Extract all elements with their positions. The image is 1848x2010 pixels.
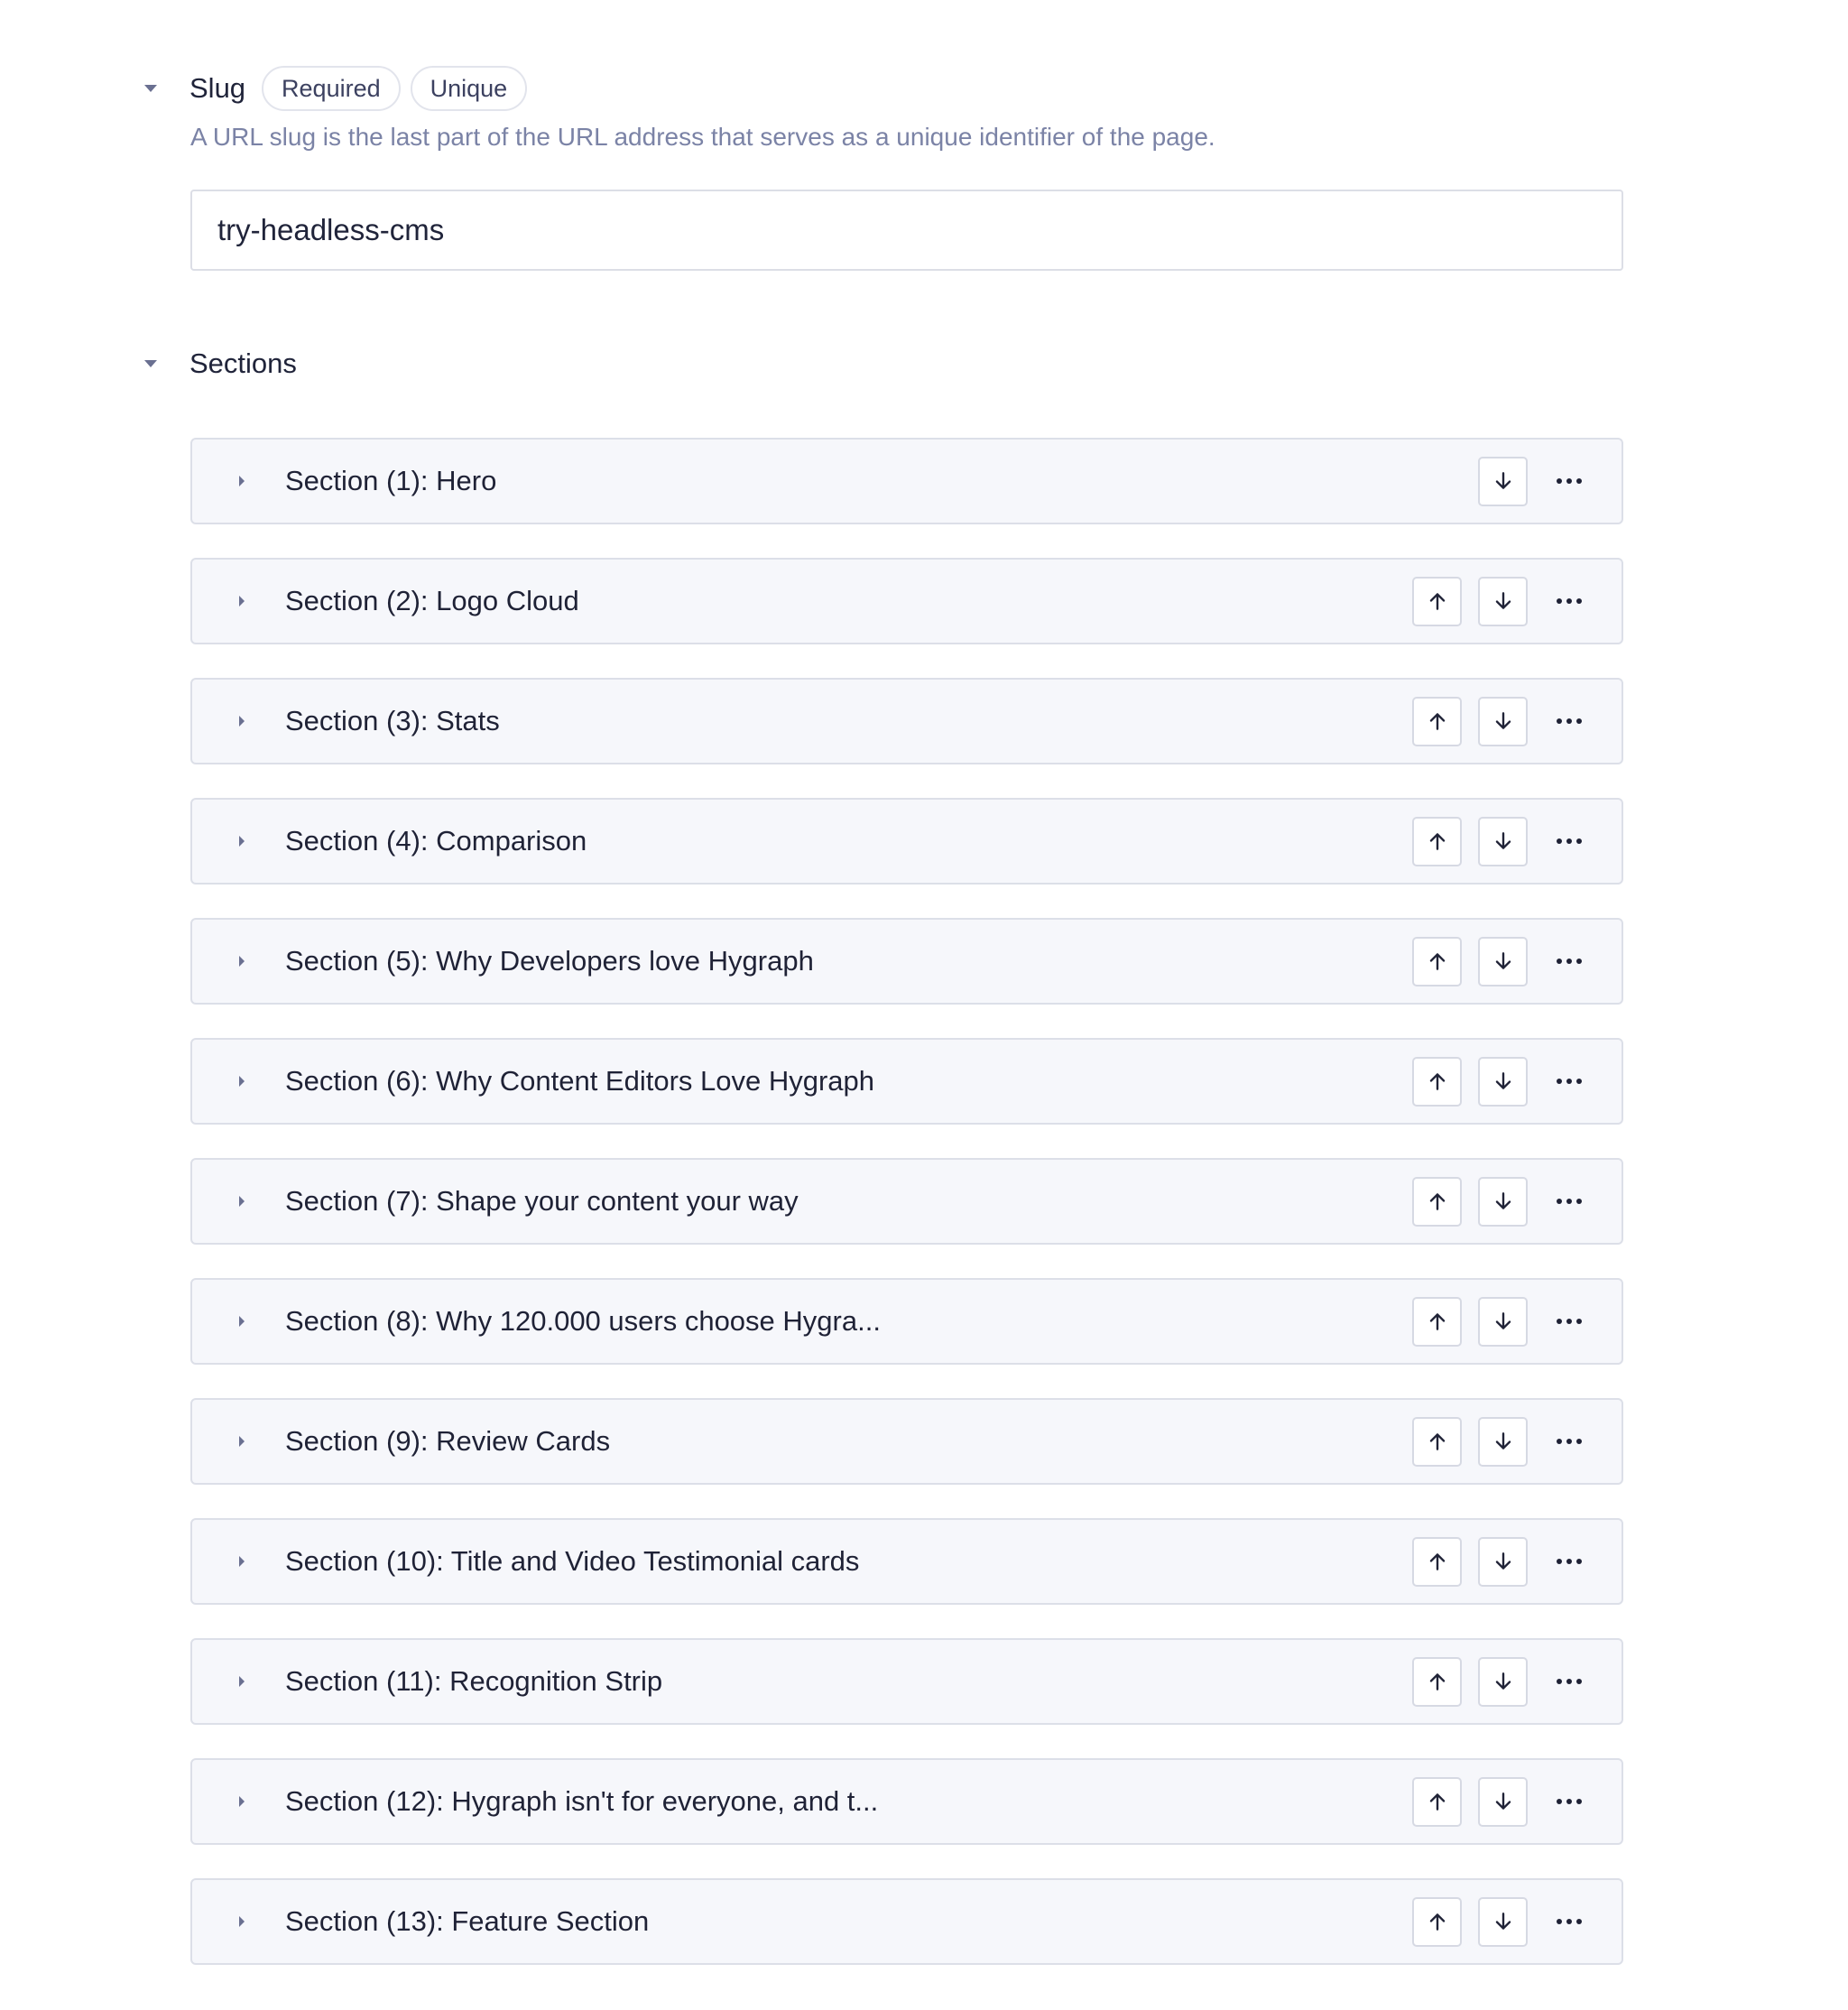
move-up-button[interactable] (1412, 697, 1462, 746)
chevron-right-icon[interactable] (239, 1556, 245, 1567)
section-row[interactable] (190, 1758, 1623, 1845)
sections-field-header (144, 347, 297, 380)
more-horizontal-icon (1556, 1198, 1583, 1205)
more-horizontal-icon (1556, 1678, 1583, 1685)
unique-badge: Unique (411, 66, 528, 111)
more-options-button[interactable] (1544, 1177, 1594, 1227)
arrow-down-icon (1492, 1190, 1515, 1213)
section-row[interactable] (190, 438, 1623, 524)
move-up-button[interactable] (1412, 1057, 1462, 1107)
more-options-button[interactable] (1544, 697, 1594, 746)
slug-field-label: Slug (189, 72, 246, 104)
required-badge: Required (262, 66, 401, 111)
chevron-right-icon[interactable] (239, 1076, 245, 1087)
chevron-right-icon[interactable] (239, 1436, 245, 1447)
section-row-label: Section (12): Hygraph isn't for everyone, and t... (285, 1785, 879, 1817)
section-row-label: Section (5): Why Developers love Hygraph (285, 945, 814, 977)
more-horizontal-icon (1556, 1558, 1583, 1565)
arrow-up-icon (1426, 949, 1449, 973)
chevron-right-icon[interactable] (239, 1676, 245, 1687)
arrow-down-icon (1492, 709, 1515, 733)
arrow-up-icon (1426, 1790, 1449, 1813)
sections-field-label: Sections (189, 347, 297, 379)
arrow-up-icon (1426, 1550, 1449, 1573)
section-row[interactable] (190, 1878, 1623, 1965)
more-options-button[interactable] (1544, 1657, 1594, 1707)
arrow-down-icon (1492, 1910, 1515, 1933)
move-up-button[interactable] (1412, 1297, 1462, 1347)
arrow-up-icon (1426, 1670, 1449, 1693)
section-row-label: Section (7): Shape your content your way (285, 1185, 799, 1217)
move-down-button[interactable] (1478, 1177, 1528, 1227)
more-horizontal-icon (1556, 1078, 1583, 1085)
chevron-right-icon[interactable] (239, 1196, 245, 1207)
more-options-button[interactable] (1544, 937, 1594, 986)
more-horizontal-icon (1556, 1438, 1583, 1445)
section-row-actions (1396, 697, 1594, 746)
more-options-button[interactable] (1544, 1537, 1594, 1587)
chevron-right-icon[interactable] (239, 596, 245, 607)
section-row-label: Section (8): Why 120.000 users choose Hygra... (285, 1305, 881, 1337)
move-down-button[interactable] (1478, 1417, 1528, 1467)
more-options-button[interactable] (1544, 457, 1594, 506)
move-up-button[interactable] (1412, 1777, 1462, 1827)
section-row-label: Section (3): Stats (285, 705, 500, 736)
chevron-right-icon[interactable] (239, 836, 245, 847)
more-horizontal-icon (1556, 718, 1583, 725)
move-up-button[interactable] (1412, 1657, 1462, 1707)
chevron-right-icon[interactable] (239, 476, 245, 486)
move-down-button[interactable] (1478, 1657, 1528, 1707)
slug-field-description: A URL slug is the last part of the URL address that serves as a unique identifier of the page. (190, 123, 1215, 151)
more-options-button[interactable] (1544, 1417, 1594, 1467)
more-options-button[interactable] (1544, 1777, 1594, 1827)
more-horizontal-icon (1556, 1918, 1583, 1925)
move-down-button[interactable] (1478, 457, 1528, 506)
more-options-button[interactable] (1544, 577, 1594, 626)
section-row-actions (1462, 457, 1594, 506)
move-up-button[interactable] (1412, 577, 1462, 626)
section-row-label: Section (10): Title and Video Testimonial cards (285, 1545, 860, 1577)
move-down-button[interactable] (1478, 937, 1528, 986)
more-horizontal-icon (1556, 838, 1583, 845)
arrow-down-icon (1492, 1670, 1515, 1693)
move-down-button[interactable] (1478, 1537, 1528, 1587)
slug-collapse-chevron-down-icon[interactable] (144, 85, 157, 92)
section-row-label: Section (1): Hero (285, 465, 497, 496)
arrow-up-icon (1426, 1310, 1449, 1333)
section-row-label: Section (4): Comparison (285, 825, 587, 857)
arrow-down-icon (1492, 829, 1515, 853)
section-row-actions (1396, 1057, 1594, 1107)
more-options-button[interactable] (1544, 1897, 1594, 1947)
section-row-actions (1396, 1417, 1594, 1467)
move-up-button[interactable] (1412, 1417, 1462, 1467)
section-row-actions (1396, 1777, 1594, 1827)
move-down-button[interactable] (1478, 577, 1528, 626)
section-row[interactable] (190, 1398, 1623, 1485)
move-up-button[interactable] (1412, 1177, 1462, 1227)
section-row[interactable] (190, 1638, 1623, 1725)
more-options-button[interactable] (1544, 817, 1594, 866)
more-options-button[interactable] (1544, 1297, 1594, 1347)
more-horizontal-icon (1556, 597, 1583, 605)
section-row[interactable] (190, 1518, 1623, 1605)
arrow-down-icon (1492, 589, 1515, 613)
section-row[interactable] (190, 1278, 1623, 1365)
move-up-button[interactable] (1412, 1897, 1462, 1947)
move-down-button[interactable] (1478, 817, 1528, 866)
section-row[interactable] (190, 558, 1623, 644)
arrow-up-icon (1426, 589, 1449, 613)
slug-field-header (144, 66, 527, 111)
arrow-up-icon (1426, 1430, 1449, 1453)
section-row-actions (1396, 817, 1594, 866)
chevron-right-icon[interactable] (239, 1916, 245, 1927)
move-down-button[interactable] (1478, 1297, 1528, 1347)
move-down-button[interactable] (1478, 697, 1528, 746)
section-row-label: Section (9): Review Cards (285, 1425, 611, 1457)
move-down-button[interactable] (1478, 1777, 1528, 1827)
move-up-button[interactable] (1412, 817, 1462, 866)
section-row-label: Section (13): Feature Section (285, 1905, 650, 1937)
move-down-button[interactable] (1478, 1057, 1528, 1107)
section-row-label: Section (11): Recognition Strip (285, 1665, 663, 1697)
more-horizontal-icon (1556, 958, 1583, 965)
move-up-button[interactable] (1412, 1537, 1462, 1587)
move-down-button[interactable] (1478, 1897, 1528, 1947)
chevron-right-icon[interactable] (239, 956, 245, 967)
chevron-right-icon[interactable] (239, 1796, 245, 1807)
section-row-label: Section (2): Logo Cloud (285, 585, 579, 616)
arrow-down-icon (1492, 949, 1515, 973)
section-row-actions (1396, 937, 1594, 986)
arrow-up-icon (1426, 1910, 1449, 1933)
section-row-label: Section (6): Why Content Editors Love Hygraph (285, 1065, 875, 1097)
arrow-up-icon (1426, 1070, 1449, 1093)
move-up-button[interactable] (1412, 937, 1462, 986)
chevron-right-icon[interactable] (239, 1316, 245, 1327)
section-row[interactable] (190, 678, 1623, 764)
section-row-actions (1396, 1537, 1594, 1587)
arrow-up-icon (1426, 829, 1449, 853)
section-row[interactable] (190, 798, 1623, 885)
arrow-down-icon (1492, 1070, 1515, 1093)
arrow-up-icon (1426, 1190, 1449, 1213)
section-row-actions (1396, 1297, 1594, 1347)
arrow-down-icon (1492, 1790, 1515, 1813)
section-row-actions (1396, 1657, 1594, 1707)
sections-collapse-chevron-down-icon[interactable] (144, 360, 157, 367)
arrow-down-icon (1492, 469, 1515, 493)
section-row-actions (1396, 1177, 1594, 1227)
arrow-down-icon (1492, 1310, 1515, 1333)
section-row[interactable] (190, 1158, 1623, 1245)
section-row-actions (1396, 577, 1594, 626)
more-horizontal-icon (1556, 1318, 1583, 1325)
sections-list (190, 438, 1623, 1998)
section-row-actions (1396, 1897, 1594, 1947)
arrow-up-icon (1426, 709, 1449, 733)
section-row[interactable] (190, 918, 1623, 1005)
more-options-button[interactable] (1544, 1057, 1594, 1107)
more-horizontal-icon (1556, 1798, 1583, 1805)
section-row[interactable] (190, 1038, 1623, 1125)
slug-input[interactable] (190, 190, 1623, 271)
more-horizontal-icon (1556, 477, 1583, 485)
chevron-right-icon[interactable] (239, 716, 245, 727)
arrow-down-icon (1492, 1550, 1515, 1573)
arrow-down-icon (1492, 1430, 1515, 1453)
